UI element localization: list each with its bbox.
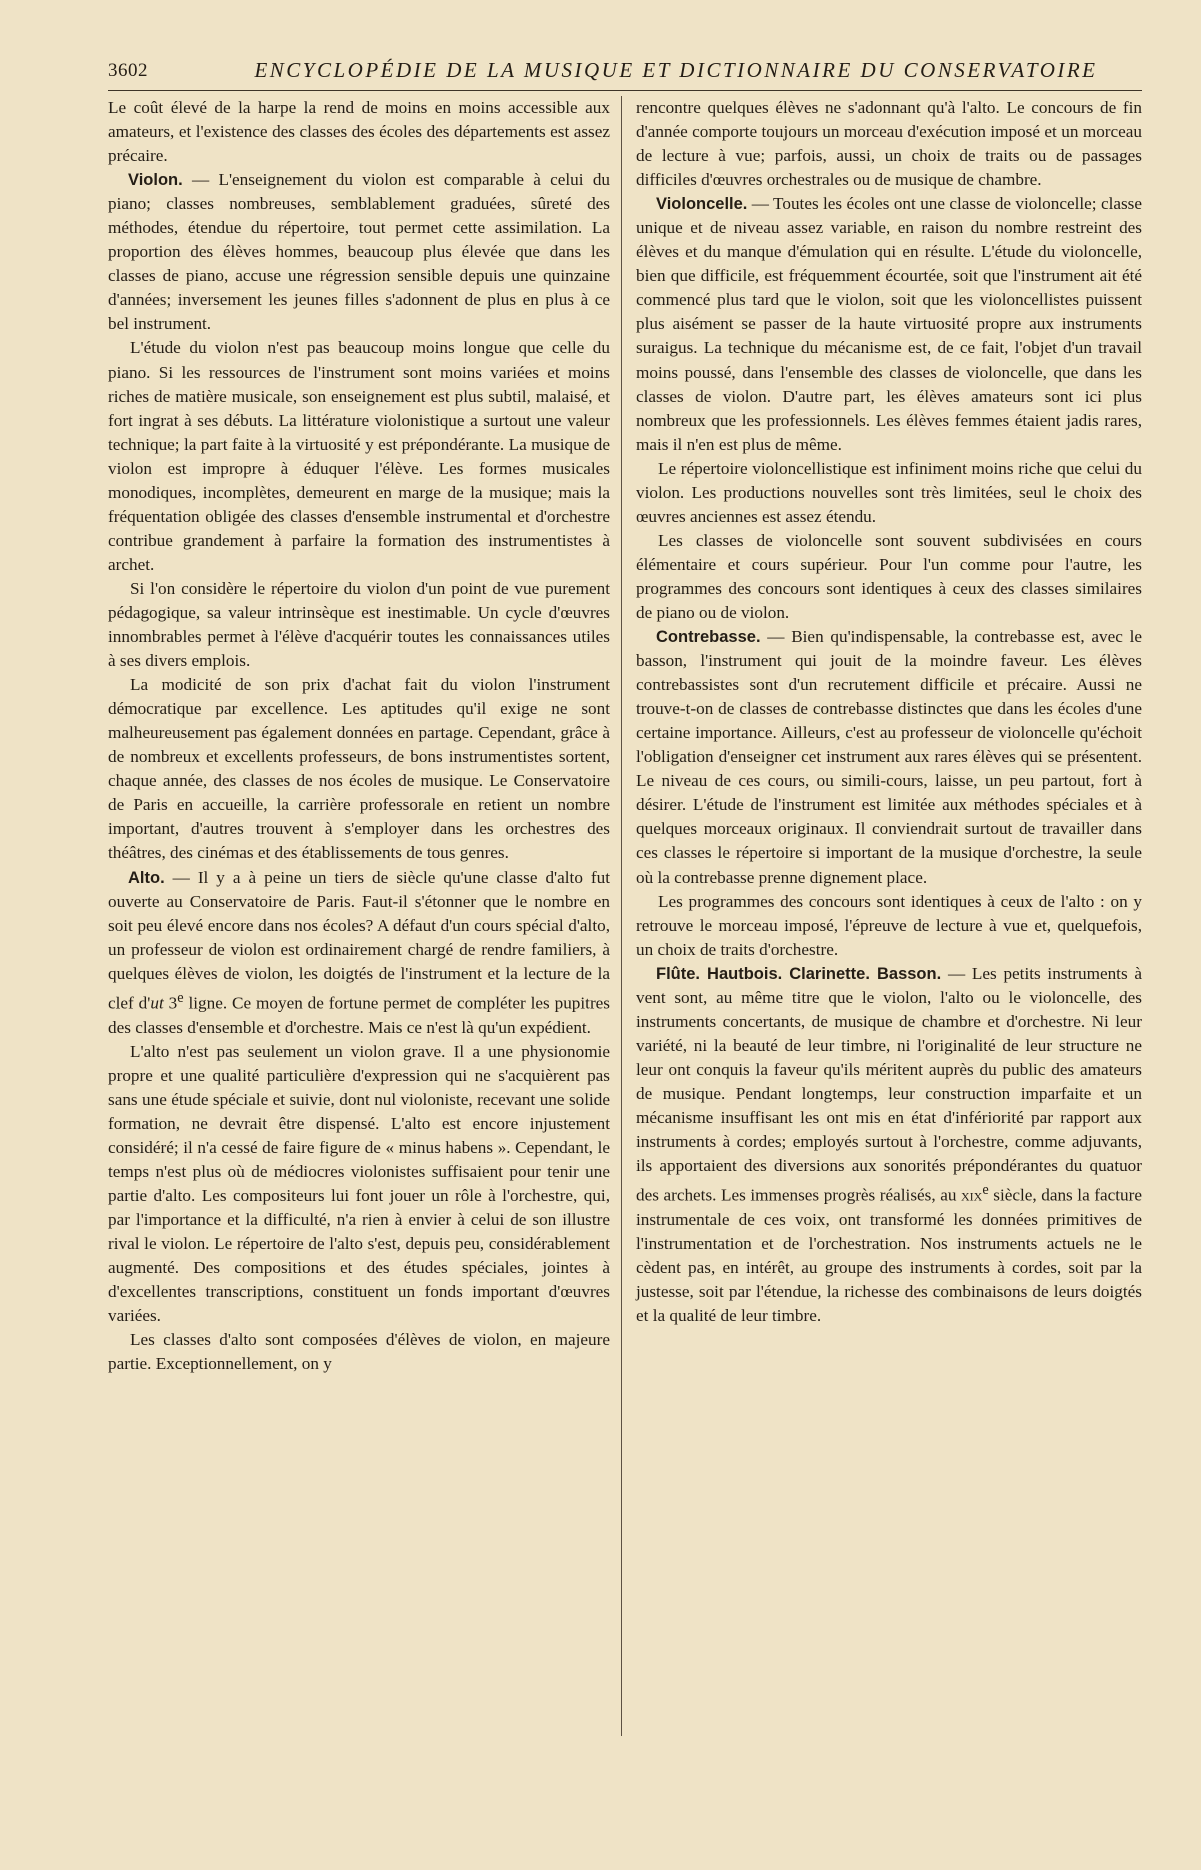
paragraph-text: siècle, dans la facture instrumentale de ces voix, ont transformé les données primitives de l'instrumentation et de l'orchestration. Nos instruments actuels ne le cèdent pas, en intérêt, au groupe des instruments à cordes, soit par la justesse, soit par l'étendue, la richesse des combinaisons de leurs doigtés et la qualité de leur timbre. <box>636 1185 1142 1326</box>
century-numeral: xix <box>960 1185 983 1205</box>
section-heading-alto: Alto. <box>128 868 165 887</box>
superscript: e <box>177 989 184 1006</box>
italic-ut: ut <box>150 993 164 1013</box>
paragraph: Les classes de violoncelle sont souvent subdivisées en cours élémentaire et cours supérieur. Pour l'un comme pour l'autre, les programmes des concours sont identiques à ceux des classes similaires de piano ou de violon. <box>636 530 1142 622</box>
paragraph-harpe-end: Le coût élevé de la harpe la rend de moins en moins accessible aux amateurs, et l'existence des classes des écoles des départements est assez précaire. <box>108 98 610 166</box>
section-alto <box>108 866 610 1040</box>
paragraph-text: — L'enseignement du violon est comparable à celui du piano; classes nombreuses, semblablement graduées, sûreté des méthodes, étendue du répertoire, tout permet cette assimilation. La proportion des élèves hommes, beaucoup plus élevée que dans les classes de piano, accuse une régression sensible depuis une quinzaine d'années; inversement les jeunes filles s'adonnent de plus en plus à ce bel instrument. <box>108 170 611 334</box>
paragraph: L'étude du violon n'est pas beaucoup moins longue que celle du piano. Si les ressources de l'instrument sont moins variées et moins riches de matière musicale, son enseignement est plus subtil, malaisé, et fort ingrat à ses débuts. La littérature violonistique a surtout une valeur technique; la part faite à la virtuosité y est prépondérante. La musique de violon est impropre à éduquer l'élève. Les formes musicales monodiques, incomplètes, demeurent en marge de la musique; mais la fréquentation obligée des classes d'ensemble instrumental et d'orchestre contribue grandement à parfaire la formation des instrumentistes à archet. <box>108 338 610 574</box>
section-heading-bois: Flûte. Hautbois. Clarinette. Basson. <box>656 964 942 983</box>
page-number: 3602 <box>108 60 148 81</box>
paragraph: L'alto n'est pas seulement un violon grave. Il a une physionomie propre et une qualité particulière d'expression qui ne s'acquièrent pas sans une étude spéciale et suivie, dont nul violoniste, recevant une solide formation, ne devrait être dispensé. L'alto est encore injustement considéré; il n'a cessé de faire figure de « minus habens ». Cependant, le temps n'est plus où de médiocres violonistes suffisaient pour tenir une partie d'alto. Les compositeurs lui font jouer un rôle à l'orchestre, qui, par l'importance et la difficulté, n'a rien à envier à celui de son illustre rival le violon. Le répertoire de l'alto s'est, depuis peu, considérablement augmenté. Des compositions et des études spéciales, jointes à d'excellentes transcriptions, constituent un fonds important d'œuvres variées. <box>108 1041 610 1326</box>
section-violoncelle <box>636 192 1142 457</box>
page-header <box>108 56 1142 91</box>
section-bois <box>636 962 1142 1328</box>
section-contrebasse <box>636 625 1142 890</box>
right-column <box>636 96 1142 1328</box>
paragraph: Le répertoire violoncellistique est infiniment moins riche que celui du violon. Les productions nouvelles sont très limitées, seul le choix des œuvres anciennes est assez étendu. <box>636 458 1142 526</box>
paragraph: Les classes d'alto sont composées d'élèves de violon, en majeure partie. Exceptionnellement, on y <box>108 1330 610 1374</box>
running-title: ENCYCLOPÉDIE DE LA MUSIQUE ET DICTIONNAIRE DU CONSERVATOIRE <box>254 58 1098 82</box>
superscript: e <box>982 1182 989 1199</box>
paragraph: Les programmes des concours sont identiques à ceux de l'alto : on y retrouve le morceau imposé, l'épreuve de lecture à vue et, quelquefois, un choix de traits d'orchestre. <box>636 891 1142 959</box>
column-rule <box>621 96 622 1736</box>
paragraph-text: — Toutes les écoles ont une classe de violoncelle; classe unique et de niveau assez variable, en raison du nombre restreint des élèves et du manque d'émulation qui en résulte. L'étude du violoncelle, bien que difficile, est fréquemment écourtée, soit que l'instrument ait été commencé plus tard que le violon, soit que les violoncellistes puissent plus aisément se passer de la haute virtuosité propre aux instruments suraigus. La technique du mécanisme est, de ce fait, l'objet d'un travail moins poussé, dans l'ensemble des classes de violoncelle, que dans les classes de violon. D'autre part, les élèves amateurs sont ici plus nombreux que les professionnels. Les élèves femmes étaient jadis rares, mais il n'en est plus de même. <box>636 194 1142 454</box>
paragraph: Si l'on considère le répertoire du violon d'un point de vue purement pédagogique, sa valeur intrinsèque est inestimable. Un cycle d'œuvres innombrables permet à l'élève d'acquérir toutes les connaissances utiles à ses divers emplois. <box>108 578 610 671</box>
section-heading-violoncelle: Violoncelle. <box>656 195 748 214</box>
paragraph-text: — Il y a à peine un tiers de siècle qu'une classe d'alto fut ouverte au Conservatoire de Paris. Faut-il s'étonner que le nombre en soit peu élevé encore dans nos écoles? A défaut d'un cours spécial d'alto, un professeur de violon est ordinairement chargé de rendre familiers, à quelques élèves de violon, les doigtés de l'instrument et la lecture de la clef d' <box>108 867 610 1013</box>
paragraph-text: — Bien qu'indispensable, la contrebasse est, avec le basson, l'instrument qui jouit de la moindre faveur. Les élèves contrebassistes sont d'un recrutement difficile et précaire. Aussi ne trouve-t-on de classes de contrebasse distinctes que dans les écoles d'une certaine importance. Ailleurs, c'est au professeur de violoncelle qu'échoit l'obligation d'enseigner cet instrument aux rares élèves qui se présentent. Le niveau de ces cours, ou simili-cours, laisse, un peu partout, fort à désirer. L'étude de l'instrument est limitée aux méthodes spéciales et à quelques morceaux originaux. Il conviendrait surtout de travailler dans ces classes le répertoire si important de la musique d'orchestre, la seule où la contrebasse prenne dignement place. <box>636 627 1143 887</box>
section-violon <box>108 168 610 336</box>
paragraph-alto-end: rencontre quelques élèves ne s'adonnant qu'à l'alto. Le concours de fin d'année comporte toujours un morceau d'exécution imposé et un morceau de lecture à vue; parfois, aussi, un choix de traits ou de passages difficiles d'œuvres orchestrales ou de musique de chambre. <box>636 98 1142 190</box>
paragraph-text: 3 <box>163 993 178 1013</box>
section-heading-contrebasse: Contrebasse. <box>656 628 761 647</box>
left-column <box>108 96 610 1376</box>
paragraph-text: — Les petits instruments à vent sont, au même titre que le violon, l'alto ou le violoncelle, des instruments concertants, de musique de chambre et d'orchestre. Ni leur variété, ni la beauté de leur timbre, ni l'originalité de leur structure ne leur ont conquis la faveur qu'ils méritent auprès du public des amateurs de musique. Pendant longtemps, leur construction imparfaite et un mécanisme insuffisant les ont mis en état d'infériorité par rapport aux instruments à cordes; employés surtout à l'orchestre, comme adjuvants, ils apportaient des diversions aux sonorités prépondérantes du quatuor des archets. Les immenses progrès réalisés, au <box>636 963 1143 1205</box>
paragraph-text: ligne. Ce moyen de fortune permet de compléter les pupitres des classes d'ensemble et d'orchestre. Mais ce n'est là qu'un expédient. <box>108 993 610 1037</box>
section-heading-violon: Violon. <box>128 171 183 190</box>
paragraph: La modicité de son prix d'achat fait du violon l'instrument démocratique par excellence. Les aptitudes qu'il exige ne sont malheureusement pas également données en partage. Cependant, grâce à de nombreux et excellents professeurs, de bons instrumentistes sortent, chaque année, des classes de nos écoles de musique. Le Conservatoire de Paris en accueille, la carrière professorale en retient un nombre important, d'autres trouvent à s'employer dans les orchestres des théâtres, des cinémas et des établissements de tous genres. <box>108 675 610 863</box>
